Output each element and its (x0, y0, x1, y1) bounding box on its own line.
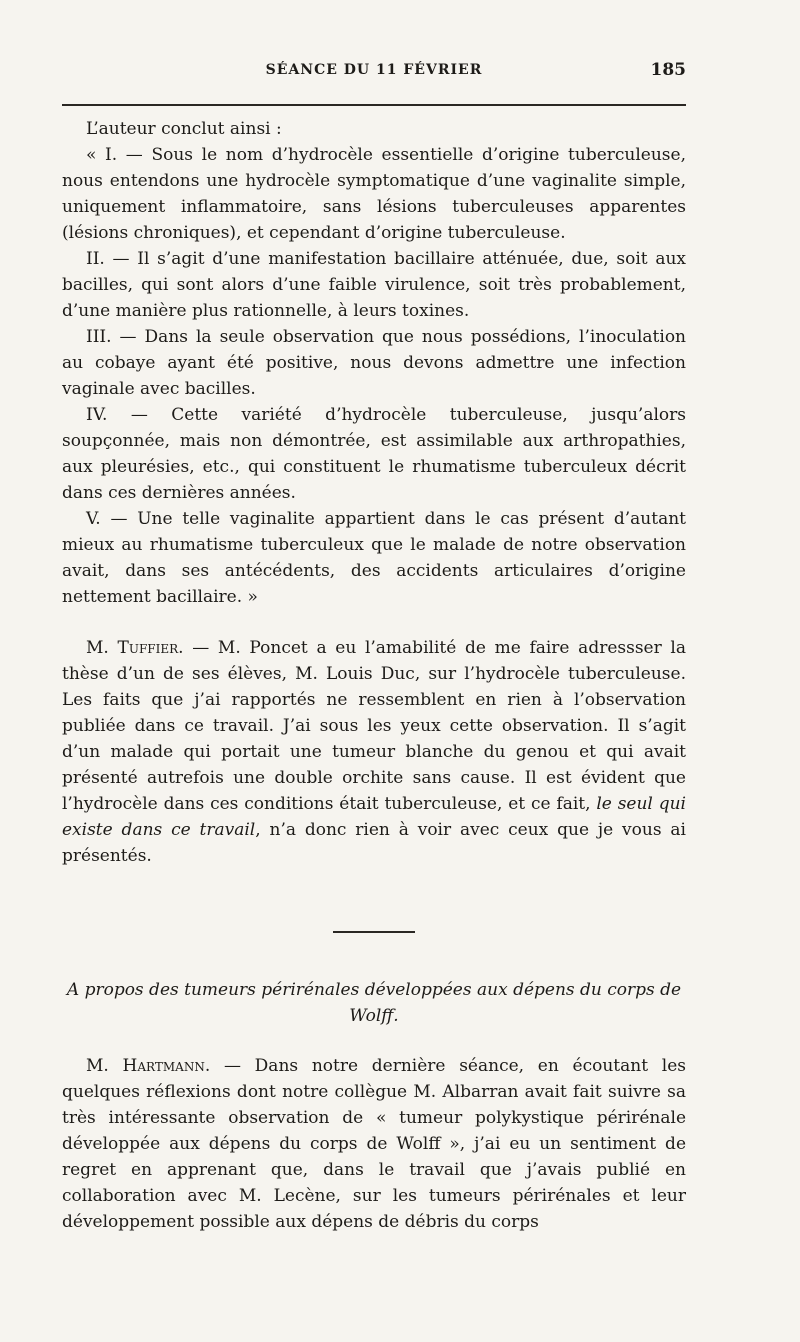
spacer (62, 610, 686, 635)
speaker-tuffier: M. Tuffier. (86, 638, 184, 658)
tuffier-text-b: , n’a donc rien à voir avec ceux que je vous ai présentés. (62, 820, 686, 866)
header-rule (62, 104, 686, 106)
section-divider (333, 931, 415, 933)
tuffier-text-a: — M. Poncet a eu l’amabilité de me faire adressser la thèse d’un de ses élèves, M. Louis Duc, sur l’hydrocèle tuberculeuse. Les faits que j’ai rapportés ne ressemblent en rien à l’observation publiée dans ce travail. J’ai sous les yeux cette observation. Il s’agit d’un malade qui portait une tumeur blanche du genou et qui avait présenté autrefois une double orchite sans cause. Il est évident que l’hydrocèle dans ces conditions était tuberculeuse, et ce fait, (62, 638, 686, 814)
point-iv: IV. — Cette variété d’hydrocèle tuberculeuse, jusqu’alors soupçonnée, mais non démontrée, est assimilable aux arthropathies, aux pleurésies, etc., qui constituent le rhumatisme tuberculeux décrit dans ces dernières années. (62, 405, 686, 503)
spacer (62, 1029, 686, 1053)
tuffier-paragraph (62, 635, 686, 869)
speaker-hartmann: M. Hartmann. (86, 1056, 211, 1076)
page-header (62, 62, 686, 92)
point-ii: II. — Il s’agit d’une manifestation bacillaire atténuée, due, soit aux bacilles, qui sont alors d’une faible virulence, soit très probablement, d’une manière plus rationnelle, à leurs toxines. (62, 249, 686, 321)
point-iii: III. — Dans la seule observation que nous possédions, l’inoculation au cobaye ayant été positive, nous devons admettre une infection vaginale avec bacilles. (62, 327, 686, 399)
tuffier-italic: le seul qui existe dans ce travail (62, 794, 686, 840)
intro-paragraph: L’auteur conclut ainsi : (86, 119, 282, 139)
page-number: 185 (650, 60, 686, 80)
section-title: A propos des tumeurs périrénales développées aux dépens du corps de Wolff. (66, 980, 682, 1026)
page-body (62, 116, 686, 1235)
hartmann-paragraph (62, 1053, 686, 1235)
running-title: SÉANCE DU 11 FÉVRIER (265, 62, 483, 78)
hartmann-text: — Dans notre dernière séance, en écoutant les quelques réflexions dont notre collègue M. Albarran avait fait suivre sa très intéressante observation de « tumeur polykystique périrénale développée aux dépens du corps de Wolff », j’ai eu un sentiment de regret en apprenant que, dans le travail que j’avais publié en collaboration avec M. Lecène, sur les tumeurs périrénales et leur développement possible aux dépens de débris du corps (62, 1056, 687, 1232)
point-v: V. — Une telle vaginalite appartient dans le cas présent d’autant mieux au rhumatisme tuberculeux que le malade de notre observation avait, dans ses antécédents, des accidents articulaires d’origine nettement bacillaire. » (62, 509, 686, 607)
point-i: « I. — Sous le nom d’hydrocèle essentielle d’origine tuberculeuse, nous entendons une hydrocèle symptomatique d’une vaginalite simple, uniquement inflammatoire, sans lésions tuberculeuses apparentes (lésions chroniques), et cependant d’origine tuberculeuse. (62, 145, 686, 243)
